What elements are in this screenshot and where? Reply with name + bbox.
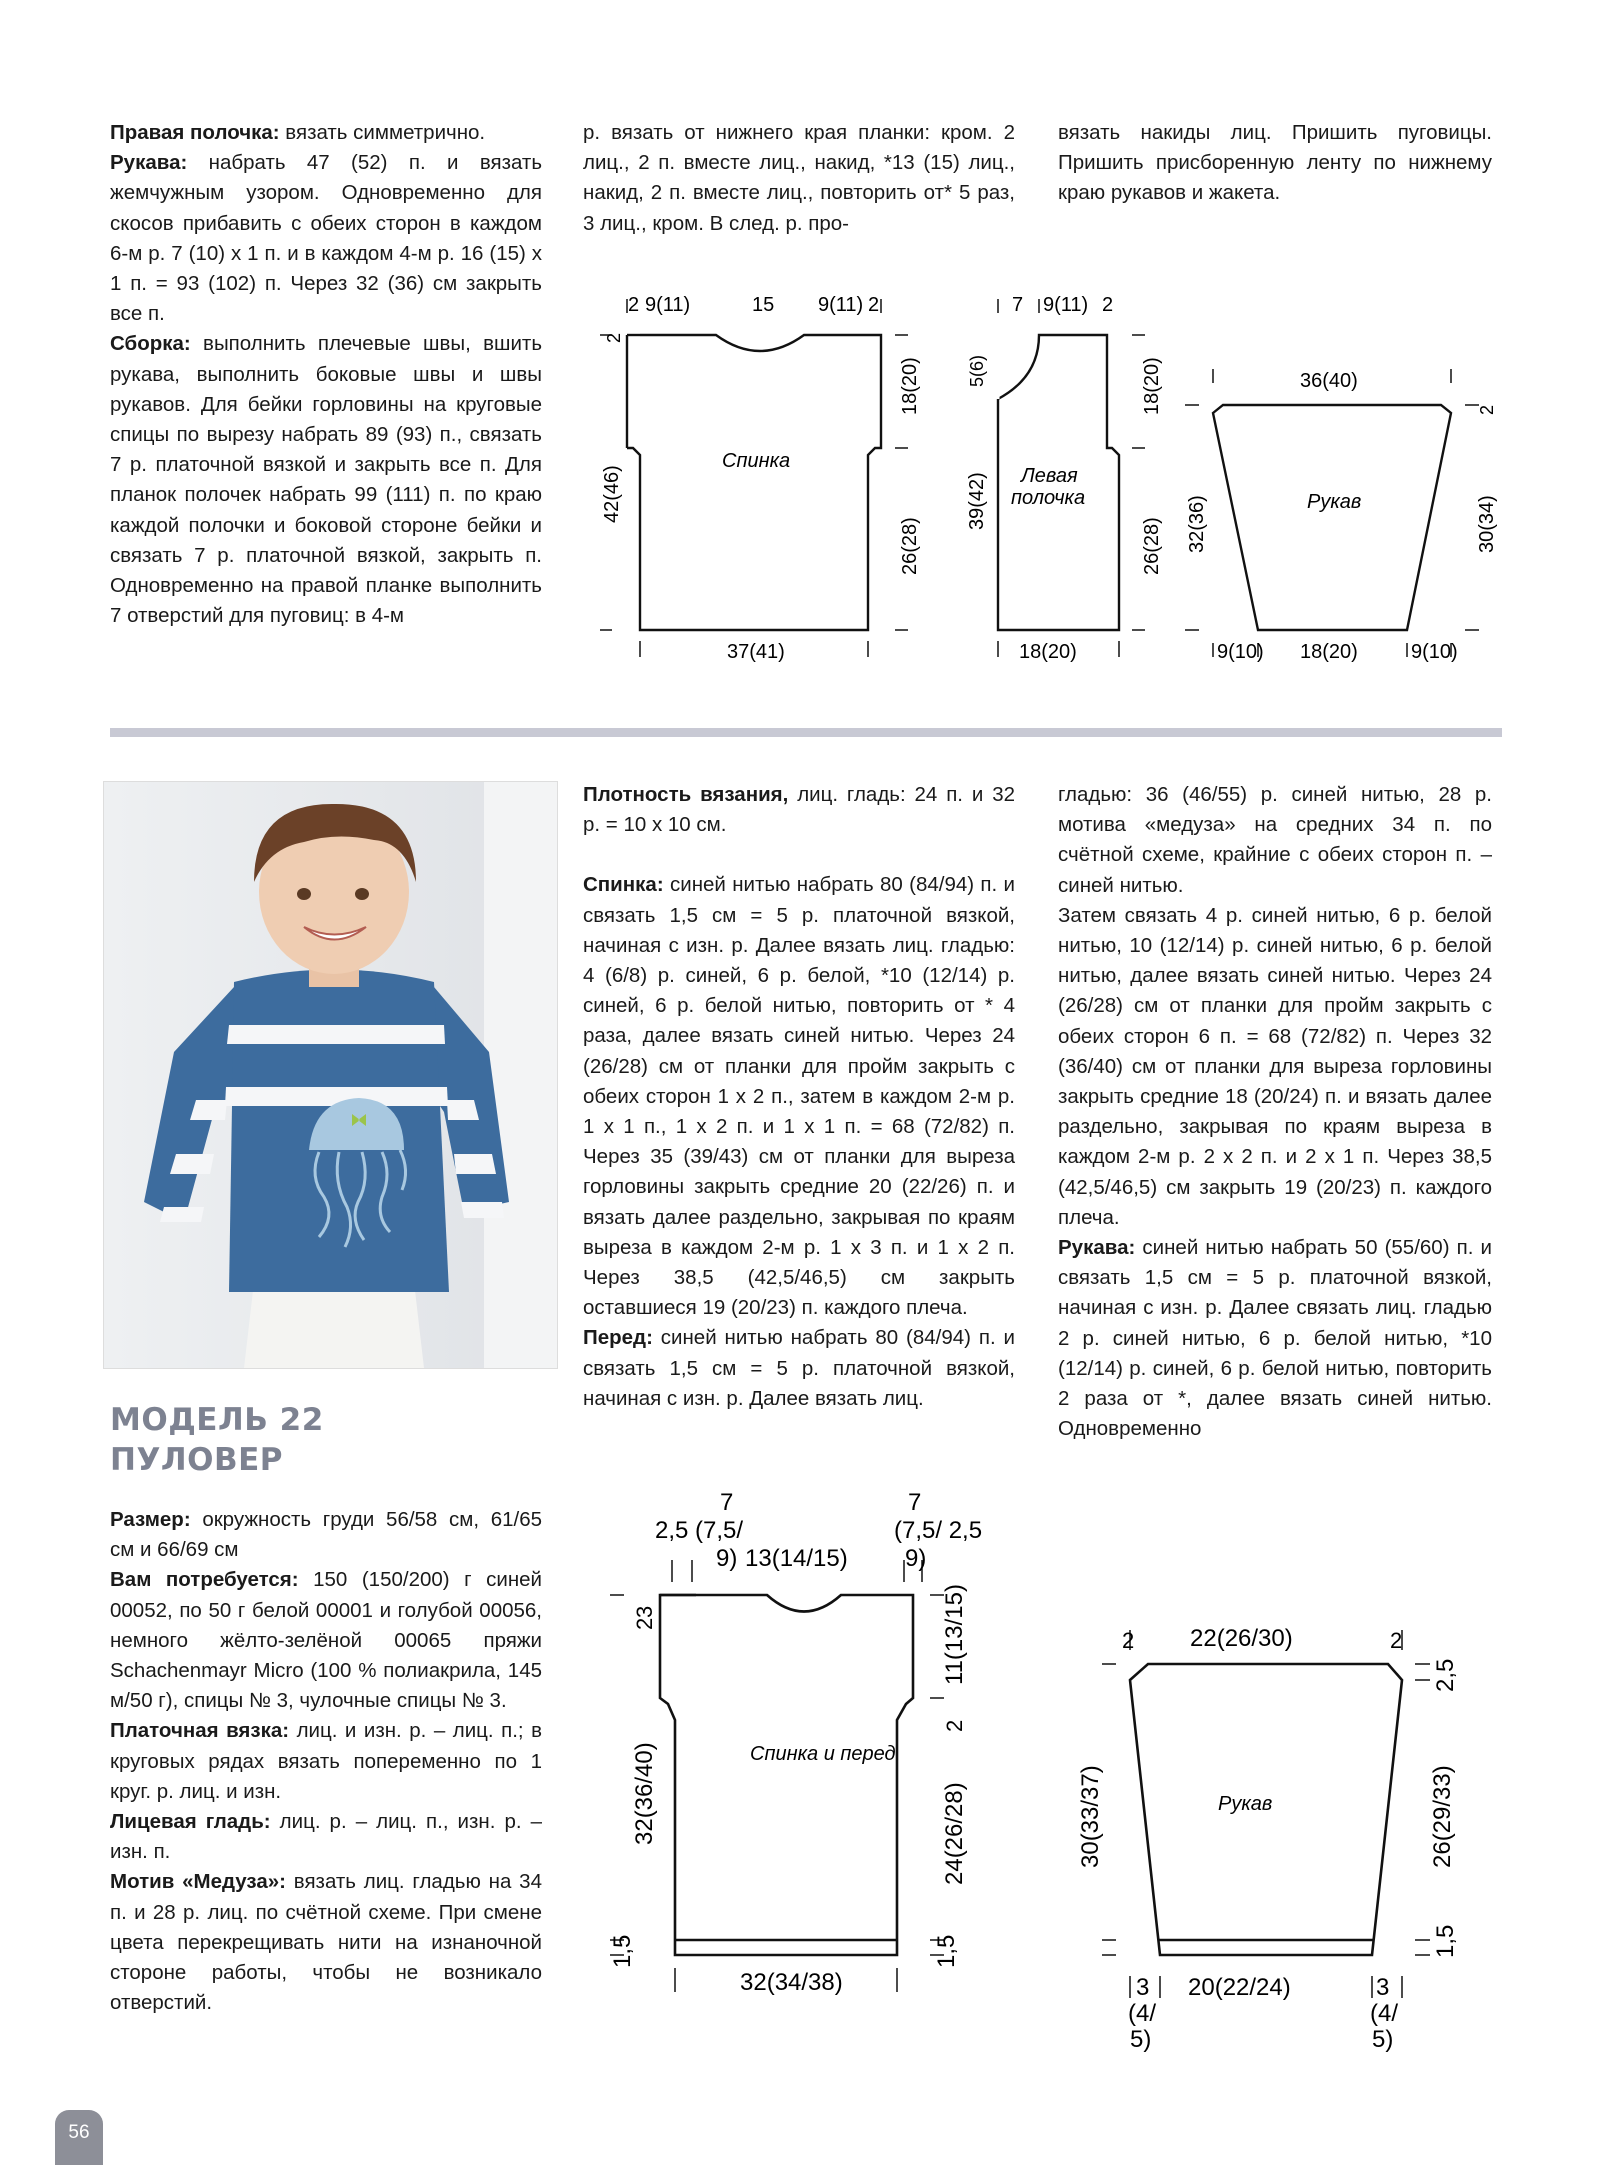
paragraph: Рукава: набрать 47 (52) п. и вязать жемчужным узором. Одновременно для скосов прибавить с обеих сторон в каждом 6-м р. 7 (10) х 1 п. и в каждом 4-м р. 16 (15) х 1 п. = 93 (102) п. Через 32 (36) см закрыть все п. [110,151,542,326]
model-photo [103,781,558,1369]
dim: 18(20) [1141,357,1163,415]
dim: 26(28) [1141,517,1163,575]
dim: 32(36) [1186,495,1208,553]
dim: 2,5 (7,5/ [655,1517,744,1544]
dim-edge: 2 [1390,1628,1403,1653]
dim: 1,5 [933,1934,960,1968]
paragraph: Сборка: выполнить плечевые швы, вшить рукава, выполнить боковые швы и швы рукавов. Для бейки горловины на круговые спицы по вырезу набрать 89 (93) п., связать 7 р. платочной вязкой и закрыть все п. Для планок полочек набрать 99 (111) п. по краю каждой полочки и боковой стороне бейки и связать 7 р. платочной вязкой, закрыть п. Одновременно на правой планке выполнить 7 отверстий для пуговиц: в 4-м [110,332,542,628]
dim: 37(41) [727,641,785,663]
dim: 36(40) [1300,370,1358,392]
dim: 7 [1012,294,1024,316]
dim: 30(33/37) [1077,1765,1104,1868]
dim: 32(34/38) [740,1969,843,1996]
dim: (7,5/ 2,5 [894,1517,983,1544]
dim: 24(26/28) [941,1782,968,1885]
dim-edge: 2 [1122,1628,1135,1653]
dim: 39(42) [966,472,988,530]
model-type: ПУЛОВЕР [110,1442,283,1478]
paragraph: гладью: 36 (46/55) р. синей нитью, 28 р. мотива «медуза» на средних 34 п. по счётной схеме, крайние с обеих сторон п. – синей нитью. [1058,783,1492,897]
piece-label: Спинка и перед [750,1743,896,1765]
dim: 9) [716,1545,738,1572]
dim: 15 [752,294,775,316]
dim: 5) [1130,2026,1152,2053]
paragraph: Затем связать 4 р. синей нитью, 6 р. белой нитью, 10 (12/14) р. синей нитью, 6 р. белой нитью, далее вязать синей нитью. Через 24 (26/28) см от планки для пройм закрыть с обеих сторон 6 п. = 68 (72/82) п. Через 32 (36/40) см от планки для выреза горловины закрыть средние 18 (20/24) п. и вязать далее раздельно, закрывая по краям выреза в каждом 2-м р. 2 х 2 п. и 2 х 1 п. Через 38,5 (42,5/46,5) см закрыть 19 (20/23) п. каждого плеча. [1058,903,1492,1229]
paragraph: р. вязать от нижнего края планки: кром. 2 лиц., 2 п. вместе лиц., накид, *13 (15) лиц., накид, 2 п. вместе лиц., повторить от* 5 раз, 3 лиц., кром. В след. р. про- [583,121,1015,235]
dim-edge: 2 [1477,404,1497,415]
piece-label: Рукав [1218,1793,1273,1815]
left-front-piece [955,285,1175,675]
dim: 26(28) [899,517,921,575]
dim: 11(13/15) [941,1584,968,1685]
paragraph: Перед: синей нитью набрать 80 (84/94) п. и связать 1,5 см = 5 р. платочной вязкой, начиная с изн. р. Далее вязать лиц. [583,1326,1015,1410]
sleeve-piece-top [1175,285,1505,675]
dim: 13(14/15) [745,1545,848,1572]
dim-neck: 3 [632,1605,657,1618]
paragraph: Мотив «Медуза»: вязать лиц. гладью на 34 п. и 28 р. лиц. по счётной схеме. При смене цвета перекрещивать нити на изнаночной стороне работы, чтобы не возникало отверстий. [110,1870,542,2015]
piece-label: Рукав [1307,491,1362,513]
body-schematic [600,1490,1050,2020]
top-col-2 [583,118,1015,239]
paragraph: Лицевая гладь: лиц. р. – лиц. п., изн. р. – изн. п. [110,1810,542,1864]
dim: 9(10) [1217,641,1264,663]
section-separator [110,728,1502,737]
dim: 9(10) [1411,641,1458,663]
back-piece [600,285,940,675]
dim: 26(29/33) [1429,1765,1456,1868]
materials-column [110,1505,542,2018]
dim: 9(11) [645,294,691,316]
dim: 5(6) [967,354,987,387]
boy-in-sweater-illustration [104,782,557,1368]
paragraph: Спинка: синей нитью набрать 80 (84/94) п. и связать 1,5 см = 5 р. платочной вязкой, начиная с изн. р. Далее вязать лиц. гладью: 4 (6/8) р. синей, 6 р. белой, *10 (12/14) р. синей, 6 р. белой нитью, повторить от * 4 раза, далее вязать синей нитью. Через 24 (26/28) см от планки для пройм закрыть с обеих сторон 1 х 2 п., затем в каждом 2-м р. 1 х 1 п., 1 х 2 п. и 1 х 1 п. = 68 (72/82) п. Через 35 (39/43) см от планки для выреза горловины закрыть средние 20 (22/26) п. и вязать далее раздельно, закрывая по краям выреза в каждом 2-м р. 1 х 3 п. и 1 х 2 п. Через 38,5 (42,5/46,5) см закрыть оставшиеся 19 (20/23) п. каждого плеча. [583,873,1015,1320]
paragraph: Правая полочка: вязать симметрично. [110,121,486,144]
dim: 7 [720,1490,734,1516]
paragraph: вязать накиды лиц. Пришить пуговицы. Пришить присборенную ленту по нижнему краю рукавов и жакета. [1058,121,1492,205]
dim-edge: 2 [628,294,640,316]
dim-neck: 2 [632,1617,657,1630]
dim: 9(11) [1043,294,1089,316]
dim: (4/ [1370,2000,1399,2027]
dim: 2,5 [1432,1658,1459,1692]
dim: 1,5 [609,1934,636,1968]
piece-label: Спинка [722,450,791,472]
model-title [110,1400,324,1480]
dim-neck: 2 [604,332,624,343]
piece-label: Левая [1021,465,1078,487]
dim: 18(20) [1300,641,1358,663]
paragraph: Вам потребуется: 150 (150/200) г синей 00052, по 50 г белой 00001 и голубой 00056, немного жёлто-зелёной 00065 пряжи Schachenmayr Micro (100 % полиакрила, 145 м/50 г), спицы № 3, чулочные спицы № 3. [110,1568,542,1713]
dim: 9(11) [818,294,864,316]
instructions-column-1 [583,780,1015,1414]
dim: 22(26/30) [1190,1625,1293,1652]
instructions-column-2 [1058,780,1492,1444]
dim: 20(22/24) [1188,1974,1291,2001]
dim: (4/ [1128,2000,1157,2027]
dim: 18(20) [1019,641,1077,663]
dim: 3 [1376,1974,1390,2001]
dim: 1,5 [1432,1924,1459,1958]
dim-edge: 2 [942,1719,967,1732]
paragraph: Размер: окружность груди 56/58 см, 61/65 см и 66/69 см [110,1508,542,1562]
dim: 3 [1136,1974,1150,2001]
dim-edge: 2 [868,294,880,316]
dim-edge: 2 [1102,294,1114,316]
top-col-1 [110,118,542,631]
dim: 9) [905,1545,927,1572]
piece-label: полочка [1011,487,1086,509]
dim: 7 [908,1490,922,1516]
dim: 30(34) [1476,495,1498,553]
model-number: МОДЕЛЬ 22 [110,1402,324,1438]
page-number: 56 [55,2110,103,2165]
paragraph: Платочная вязка: лиц. и изн. р. – лиц. п.; в круговых рядах вязать попеременно по 1 круг. р. лиц. и изн. [110,1719,542,1803]
sleeve-schematic [1070,1600,1510,2070]
dim: 18(20) [899,357,921,415]
dim: 5) [1372,2026,1394,2053]
dim: 32(36/40) [631,1742,658,1845]
top-col-3 [1058,118,1492,209]
dim: 42(46) [601,465,623,523]
paragraph: Плотность вязания, лиц. гладь: 24 п. и 32 р. = 10 х 10 см. [583,783,1015,837]
paragraph: Рукава: синей нитью набрать 50 (55/60) п. и связать 1,5 см = 5 р. платочной вязкой, начиная с изн. р. Далее связать лиц. гладью 2 р. синей нитью, 6 р. белой нитью, *10 (12/14) р. синей, 6 р. белой нитью, повторить 2 раза от *, далее вязать синей нитью. Одновременно [1058,1236,1492,1441]
